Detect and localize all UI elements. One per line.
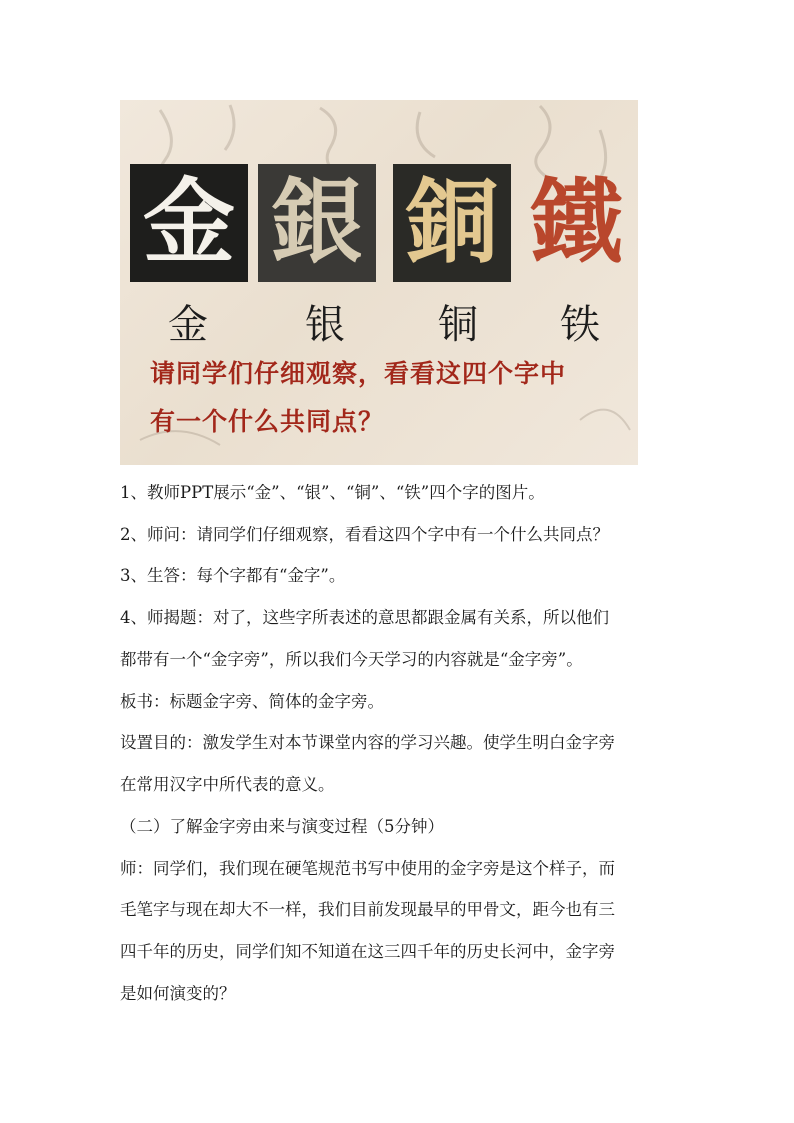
traditional-char-jin: 金	[130, 164, 248, 282]
purpose-paragraph: 设置目的：激发学生对本节课堂内容的学习兴趣。使学生明白金字旁	[120, 733, 615, 752]
blackboard-note: 板书：标题金字旁、简体的金字旁。	[120, 692, 384, 711]
step-4-paragraph: 4、师揭题：对了，这些字所表述的意思都跟金属有关系，所以他们	[120, 608, 609, 627]
traditional-char-tong: 銅	[393, 164, 511, 282]
step-2-paragraph: 2、师问：请同学们仔细观察，看看这四个字中有一个什么共同点？	[120, 525, 609, 544]
purpose-paragraph-continued: 在常用汉字中所代表的意义。	[120, 775, 335, 794]
lesson-banner-image	[120, 100, 638, 465]
traditional-char-tie: 鐵	[530, 169, 623, 276]
simplified-chars-row	[120, 300, 638, 350]
traditional-char-yin: 銀	[258, 164, 376, 282]
simplified-char-yin: 银	[305, 302, 345, 348]
simplified-char-tong: 铜	[438, 302, 478, 348]
teacher-speech-line-2: 毛笔字与现在却大不一样，我们目前发现最早的甲骨文，距今也有三	[120, 900, 615, 919]
banner-question-line-2: 有一个什么共同点？	[150, 407, 385, 436]
step-3-paragraph: 3、生答：每个字都有“金字”。	[120, 566, 346, 585]
step-1-paragraph: 1、教师PPT展示“金”、“银”、“铜”、“铁”四个字的图片。	[120, 483, 545, 502]
teacher-speech-line-1: 师：同学们，我们现在硬笔规范书写中使用的金字旁是这个样子，而	[120, 859, 615, 878]
simplified-char-tie: 铁	[560, 302, 600, 348]
simplified-char-jin: 金	[168, 302, 208, 348]
teacher-speech-line-4: 是如何演变的？	[120, 984, 236, 1003]
step-4-paragraph-continued: 都带有一个“金字旁”，所以我们今天学习的内容就是“金字旁”。	[120, 650, 583, 669]
banner-question-line-1: 请同学们仔细观察，看看这四个字中	[150, 359, 567, 388]
section-heading: （二）了解金字旁由来与演变过程（5分钟）	[120, 817, 444, 836]
teacher-speech-line-3: 四千年的历史，同学们知不知道在这三四千年的历史长河中，金字旁	[120, 942, 615, 961]
